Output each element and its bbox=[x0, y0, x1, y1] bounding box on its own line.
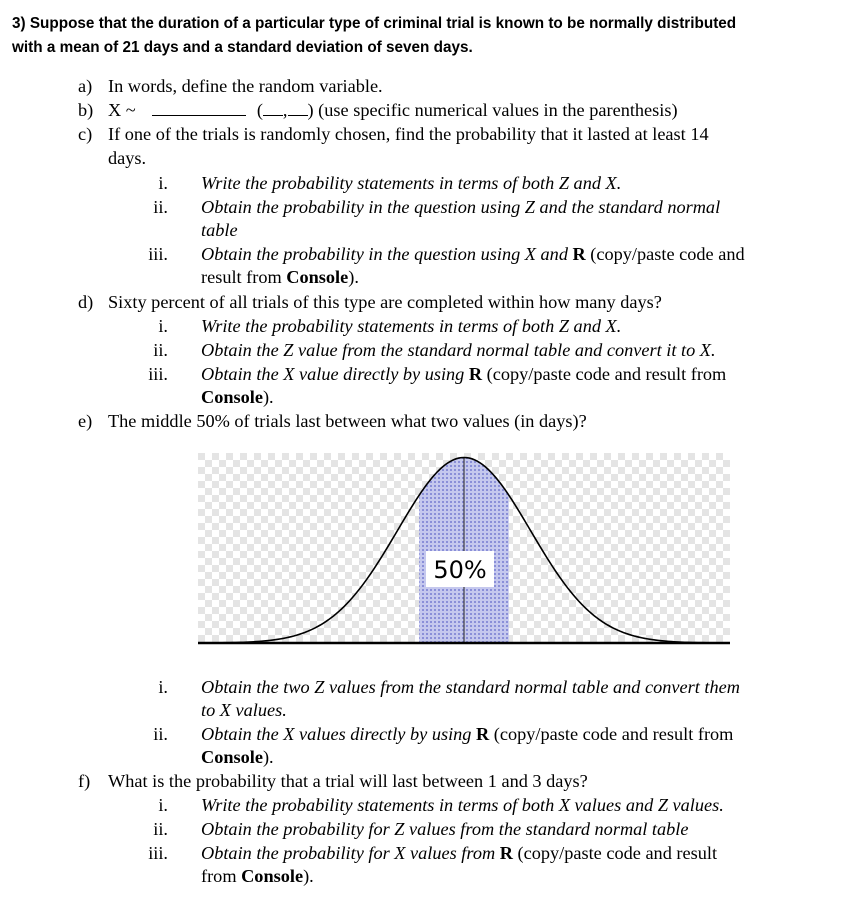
part-c-iii-text-1: Obtain the probability in the question using X and R (copy/paste code and bbox=[201, 244, 745, 264]
part-e-i-num: i. bbox=[158, 677, 168, 697]
part-c-label: c) bbox=[78, 124, 93, 144]
part-e-ii-num: ii. bbox=[153, 724, 168, 744]
part-d-iii-text-2: Console). bbox=[201, 387, 274, 407]
part-e-ii-text-1: Obtain the X values directly by using R (copy/paste code and result from bbox=[201, 724, 734, 744]
part-a-label: a) bbox=[78, 76, 93, 96]
part-b-label: b) bbox=[78, 100, 94, 120]
part-f-i-text: Write the probability statements in terms of both X values and Z values. bbox=[201, 795, 724, 815]
annotation-label: 50% bbox=[433, 556, 487, 584]
normal-curve-svg bbox=[198, 453, 730, 651]
part-d-iii-text-1: Obtain the X value directly by using R (copy/paste code and result from bbox=[201, 364, 727, 384]
part-e-i-text-2: to X values. bbox=[201, 700, 287, 720]
part-e-ii-text-2: Console). bbox=[201, 747, 274, 767]
part-e-text: The middle 50% of trials last between what two values (in days)? bbox=[108, 411, 587, 431]
part-f-text: What is the probability that a trial will last between 1 and 3 days? bbox=[108, 771, 588, 791]
part-c-ii-text-1: Obtain the probability in the question using Z and the standard normal bbox=[201, 197, 721, 217]
part-d-text: Sixty percent of all trials of this type are completed within how many days? bbox=[108, 292, 662, 312]
part-c-i-text: Write the probability statements in terms of both Z and X. bbox=[201, 173, 622, 193]
part-d-i-text: Write the probability statements in terms of both Z and X. bbox=[201, 316, 622, 336]
part-c-ii-num: ii. bbox=[153, 197, 168, 217]
part-f-i-num: i. bbox=[158, 795, 168, 815]
part-a-text: In words, define the random variable. bbox=[108, 76, 383, 96]
part-d-label: d) bbox=[78, 292, 94, 312]
part-f-iii-num: iii. bbox=[148, 843, 168, 863]
part-c-iii-text-2: result from Console). bbox=[201, 267, 359, 287]
part-d-iii-num: iii. bbox=[148, 364, 168, 384]
part-f-ii-text: Obtain the probability for Z values from the standard normal table bbox=[201, 819, 689, 839]
part-f-label: f) bbox=[78, 771, 91, 791]
part-b-text: (use specific numerical values in the parenthesis) bbox=[318, 100, 678, 120]
part-e-i-text-1: Obtain the two Z values from the standard normal table and convert them bbox=[201, 677, 740, 697]
part-f-ii-num: ii. bbox=[153, 819, 168, 839]
mean-blank[interactable] bbox=[263, 101, 283, 116]
part-f-iii-text-1: Obtain the probability for X values from R (copy/paste code and result bbox=[201, 843, 718, 863]
part-e-label: e) bbox=[78, 411, 93, 431]
part-c-i-num: i. bbox=[158, 173, 168, 193]
distribution-blank[interactable] bbox=[152, 101, 246, 116]
part-b-line: X ~ ( , ) (use specific numerical values in the parenthesis) bbox=[108, 100, 678, 120]
part-d-ii-num: ii. bbox=[153, 340, 168, 360]
question-header bbox=[12, 12, 832, 60]
normal-curve-chart bbox=[198, 453, 730, 651]
part-d-ii-text: Obtain the Z value from the standard normal table and convert it to X. bbox=[201, 340, 716, 360]
x-symbol: X ~ bbox=[108, 100, 136, 120]
part-c-iii-num: iii. bbox=[148, 244, 168, 264]
sd-blank[interactable] bbox=[288, 101, 308, 116]
question-line-1: 3) Suppose that the duration of a particular type of criminal trial is known to be normally distributed bbox=[12, 15, 737, 32]
part-c-text-line1: If one of the trials is randomly chosen, find the probability that it lasted at least 14 bbox=[108, 124, 709, 144]
part-d-i-num: i. bbox=[158, 316, 168, 336]
part-c-ii-text-2: table bbox=[201, 220, 238, 240]
part-f-iii-text-2: from Console). bbox=[201, 866, 314, 886]
part-c-text-line2: days. bbox=[108, 148, 147, 168]
question-line-2: with a mean of 21 days and a standard deviation of seven days. bbox=[12, 39, 473, 56]
